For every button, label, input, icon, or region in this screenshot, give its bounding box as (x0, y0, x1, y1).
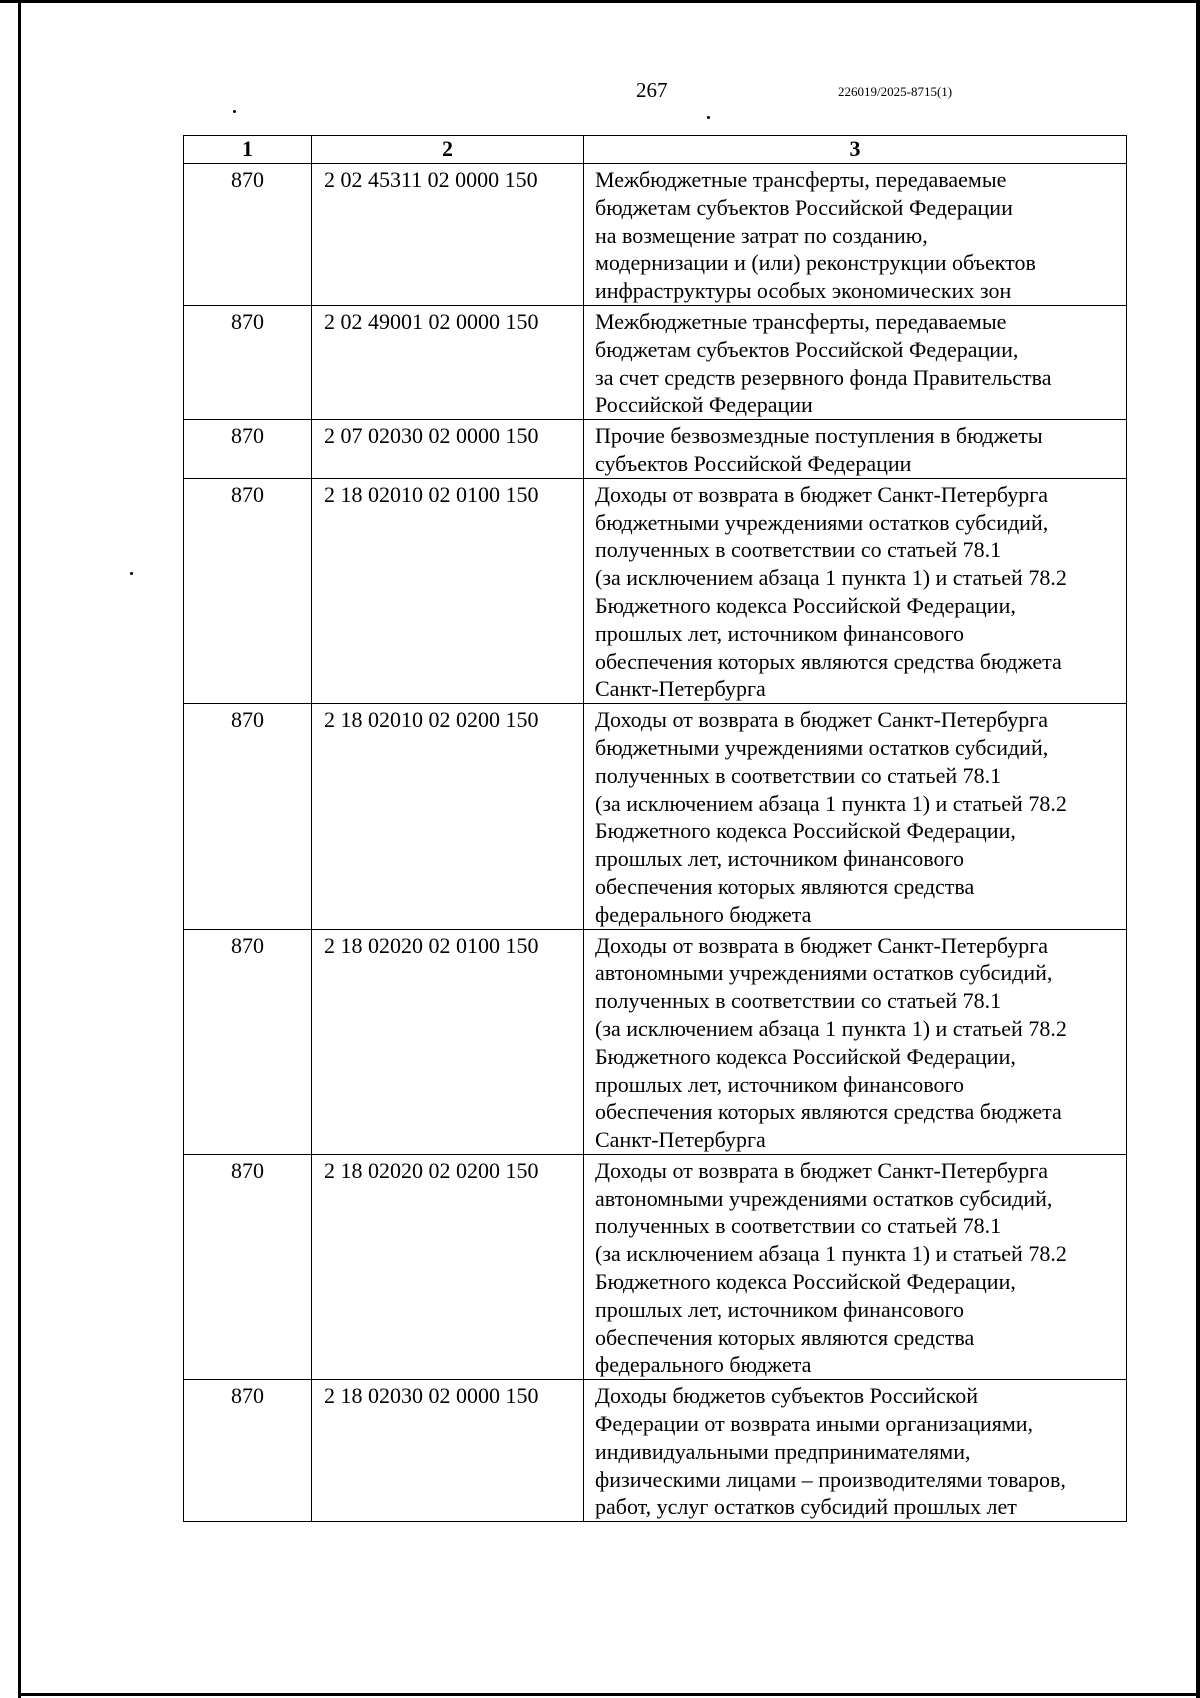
document-code: 226019/2025-8715(1) (838, 84, 953, 99)
revenue-codes-table (183, 135, 1127, 1522)
admin-code-cell: 870 (184, 305, 312, 419)
description-cell: Доходы от возврата в бюджет Санкт-Петербурга бюджетными учреждениями остатков субсидий, полученных в соответствии со статьей 78.1 (за исключением абзаца 1 пункта 1) и статьей 78.2 Бюджетного кодекса Российской Федерации, прошлых лет, источником финансового обеспечения которых являются средства федерального бюджета (584, 704, 1127, 929)
page-number: 267 (636, 78, 668, 102)
revenue-code-cell: 2 02 49001 02 0000 150 (312, 305, 584, 419)
admin-code-cell: 870 (184, 420, 312, 479)
table-row (184, 478, 1127, 703)
scan-speck (130, 572, 133, 575)
revenue-code-cell: 2 18 02010 02 0100 150 (312, 478, 584, 703)
revenue-code-cell: 2 18 02030 02 0000 150 (312, 1380, 584, 1522)
table-row (184, 1154, 1127, 1379)
scan-frame-left (18, 0, 21, 1698)
table-row (184, 420, 1127, 479)
admin-code-cell: 870 (184, 929, 312, 1154)
scan-frame-right (1196, 0, 1200, 1698)
scan-speck (707, 116, 710, 119)
scan-frame-top (0, 0, 1200, 3)
admin-code-cell: 870 (184, 478, 312, 703)
description-cell: Доходы бюджетов субъектов Российской Федерации от возврата иными организациями, индивидуальными предпринимателями, физическими лицами – производителями товаров, работ, услуг остатков субсидий прошлых лет (584, 1380, 1127, 1522)
revenue-code-cell: 2 18 02020 02 0100 150 (312, 929, 584, 1154)
column-header: 3 (584, 136, 1127, 164)
admin-code-cell: 870 (184, 1154, 312, 1379)
scan-frame-bottom (18, 1693, 1200, 1696)
table-row (184, 164, 1127, 306)
column-header: 2 (312, 136, 584, 164)
scan-speck (233, 110, 236, 113)
revenue-code-cell: 2 07 02030 02 0000 150 (312, 420, 584, 479)
revenue-code-cell: 2 02 45311 02 0000 150 (312, 164, 584, 306)
admin-code-cell: 870 (184, 164, 312, 306)
revenue-code-cell: 2 18 02010 02 0200 150 (312, 704, 584, 929)
description-cell: Доходы от возврата в бюджет Санкт-Петербурга автономными учреждениями остатков субсидий, полученных в соответствии со статьей 78.1 (за исключением абзаца 1 пункта 1) и статьей 78.2 Бюджетного кодекса Российской Федерации, прошлых лет, источником финансового обеспечения которых являются средства бюджета Санкт-Петербурга (584, 929, 1127, 1154)
admin-code-cell: 870 (184, 704, 312, 929)
description-cell: Доходы от возврата в бюджет Санкт-Петербурга бюджетными учреждениями остатков субсидий, полученных в соответствии со статьей 78.1 (за исключением абзаца 1 пункта 1) и статьей 78.2 Бюджетного кодекса Российской Федерации, прошлых лет, источником финансового обеспечения которых являются средства бюджета Санкт-Петербурга (584, 478, 1127, 703)
description-cell: Доходы от возврата в бюджет Санкт-Петербурга автономными учреждениями остатков субсидий, полученных в соответствии со статьей 78.1 (за исключением абзаца 1 пункта 1) и статьей 78.2 Бюджетного кодекса Российской Федерации, прошлых лет, источником финансового обеспечения которых являются средства федерального бюджета (584, 1154, 1127, 1379)
column-header: 1 (184, 136, 312, 164)
description-cell: Прочие безвозмездные поступления в бюджеты субъектов Российской Федерации (584, 420, 1127, 479)
admin-code-cell: 870 (184, 1380, 312, 1522)
description-cell: Межбюджетные трансферты, передаваемые бюджетам субъектов Российской Федерации на возмещение затрат по созданию, модернизации и (или) реконструкции объектов инфраструктуры особых экономических зон (584, 164, 1127, 306)
description-cell: Межбюджетные трансферты, передаваемые бюджетам субъектов Российской Федерации, за счет средств резервного фонда Правительства Российской Федерации (584, 305, 1127, 419)
table-row (184, 305, 1127, 419)
revenue-code-cell: 2 18 02020 02 0200 150 (312, 1154, 584, 1379)
table-row (184, 704, 1127, 929)
table-header-row (184, 136, 1127, 164)
table-row (184, 929, 1127, 1154)
table-row (184, 1380, 1127, 1522)
